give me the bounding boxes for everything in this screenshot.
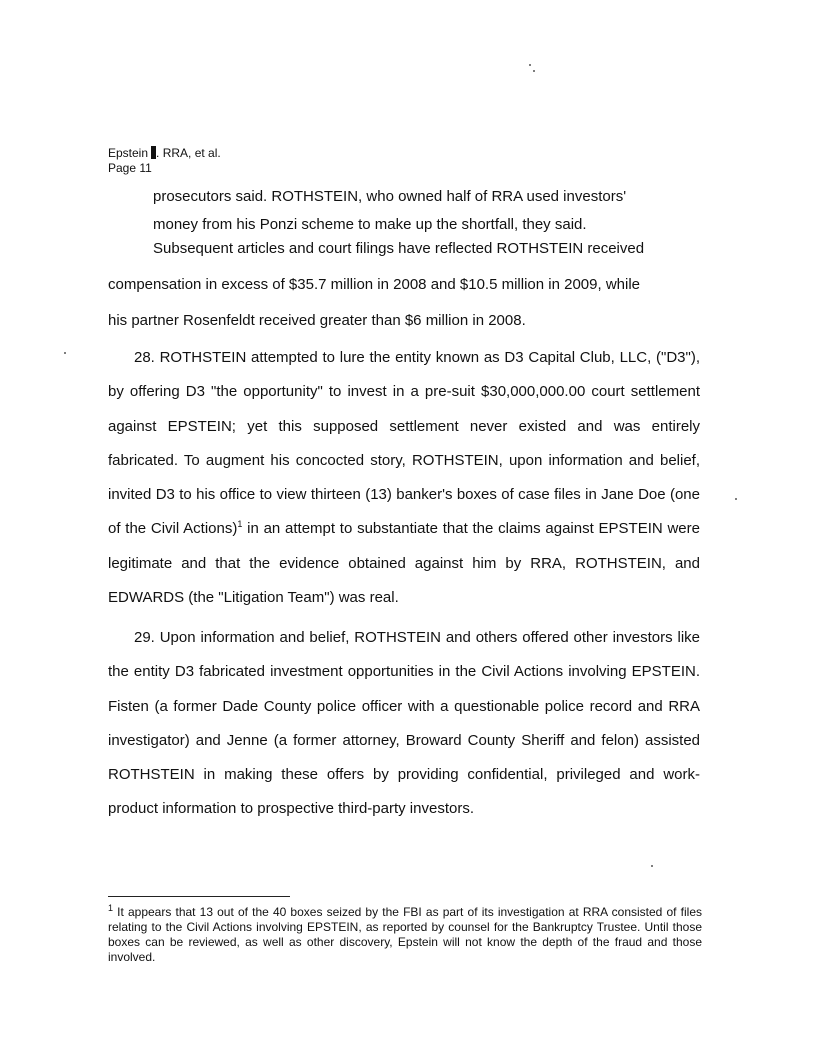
paragraph-28 <box>108 341 700 615</box>
subsequent-line-3: his partner Rosenfeldt received greater than $6 million in 2008. <box>108 312 526 329</box>
paragraph-28-after: in an attempt to substantiate that the claims against EPSTEIN were legitimate and that the evidence obtained against him by RRA, ROTHSTEIN, and EDWARDS (the "Litigation Team") was real. <box>108 520 700 607</box>
scan-speck <box>64 352 66 354</box>
page-header <box>108 146 221 176</box>
footnote-separator <box>108 896 290 897</box>
scan-speck <box>533 70 535 72</box>
footnote-reference: 1 <box>237 519 243 530</box>
quote-line-2: money from his Ponzi scheme to make up the shortfall, they said. <box>153 216 587 233</box>
footnote <box>108 905 702 965</box>
quote-line-1: prosecutors said. ROTHSTEIN, who owned half of RRA used investors' <box>153 188 627 205</box>
subsequent-line-1: Subsequent articles and court filings have reflected ROTHSTEIN received <box>153 240 645 257</box>
footnote-text: It appears that 13 out of the 40 boxes seized by the FBI as part of its investigation at RRA consisted of files relating to the Civil Actions involving EPSTEIN, as reported by counsel for the Bankruptcy Trustee. Until those boxes can be reviewed, as well as other discovery, Epstein will not know the depth of the fraud and those involved. <box>108 905 702 964</box>
subsequent-line-2: compensation in excess of $35.7 million in 2008 and $10.5 million in 2009, while <box>108 276 640 293</box>
paragraph-29-text: 29. Upon information and belief, ROTHSTEIN and others offered other investors like the entity D3 fabricated investment opportunities in the Civil Actions involving EPSTEIN. Fisten (a former Dade County police officer with a questionable police record and RRA investigator) and Jenne (a former attorney, Broward County Sheriff and felon) assisted ROTHSTEIN in making these offers by providing confidential, privileged and work-product information to prospective third-party investors. <box>108 629 700 818</box>
paragraph-28-text <box>108 341 700 615</box>
scan-speck <box>651 865 653 867</box>
block-quote <box>153 183 665 239</box>
paragraph-29 <box>108 621 700 827</box>
case-caption-left: Epstein <box>108 146 149 160</box>
paragraph-28-before: 28. ROTHSTEIN attempted to lure the entity known as D3 Capital Club, LLC, ("D3"), by offering D3 "the opportunity" to invest in a pre-suit $30,000,000.00 court settlement against EPSTEIN; yet this supposed settlement never existed and was entirely fabricated. To augment his concocted story, ROTHSTEIN, upon information and belief, invited D3 to his office to view thirteen (13) banker's boxes of case files in Jane Doe (one of the Civil Actions) <box>108 349 700 538</box>
scan-speck <box>735 498 737 500</box>
page-number: Page 11 <box>108 161 152 175</box>
case-caption <box>108 146 221 161</box>
scan-speck <box>529 64 531 66</box>
footnote-marker: 1 <box>108 903 114 913</box>
case-caption-right: . RRA, et al. <box>156 146 221 160</box>
